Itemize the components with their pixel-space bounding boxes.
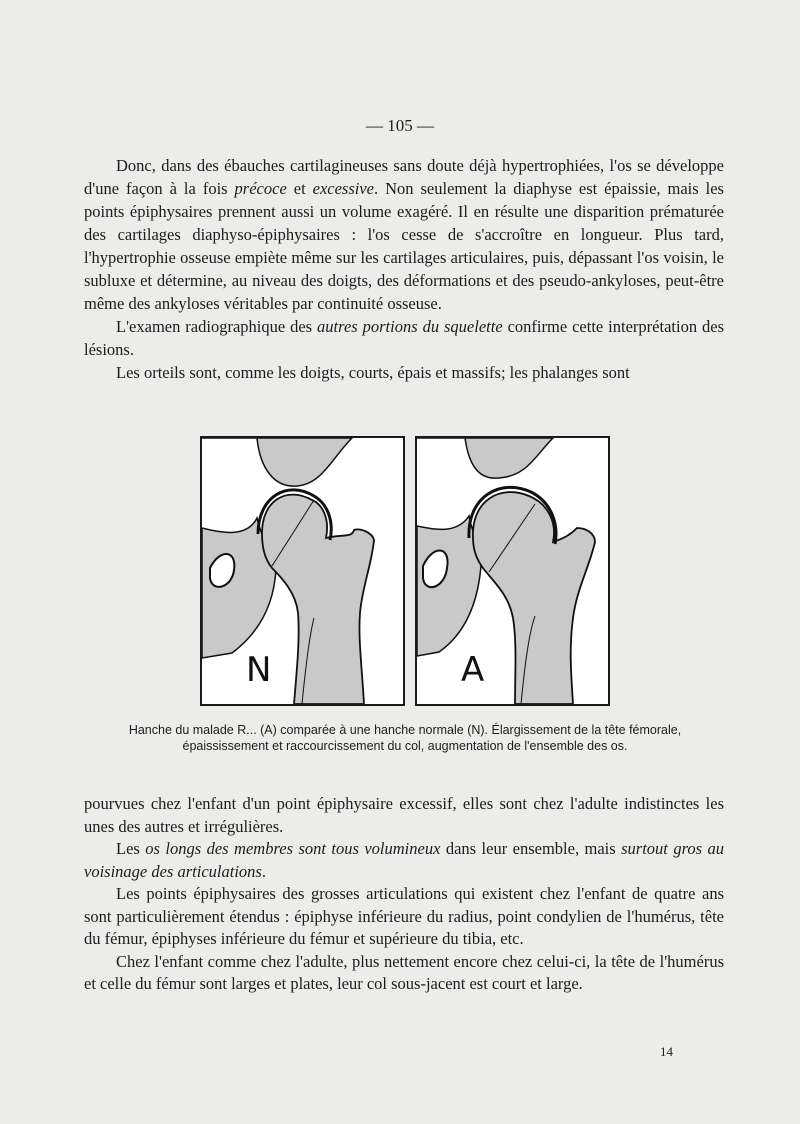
body-text: Les	[116, 839, 146, 858]
paragraph	[84, 883, 724, 951]
femur-shape	[473, 492, 595, 704]
emphasis-text: os longs des membres sont tous volumineux	[145, 839, 441, 858]
femur-shape	[262, 495, 374, 704]
paragraph	[84, 361, 724, 384]
caption-line-1: Hanche du malade R... (A) comparée à une hanche normale (N). Élargissement de la tête fémorale,	[128, 723, 682, 737]
body-text: Chez l'enfant comme chez l'adulte, plus nettement encore chez celui-ci, la tête de l'humérus et celle du fémur sont larges et plates, leur col sous-jacent est court et large.	[84, 951, 724, 993]
emphasis-text: autres portions du squelette	[317, 317, 503, 336]
body-text: pourvues chez l'enfant d'un point épiphysaire excessif, elles sont chez l'adulte indistinctes les unes des autres et irrégulières.	[84, 794, 724, 836]
figure-caption	[88, 722, 722, 754]
paragraph	[84, 315, 724, 361]
paragraph	[84, 951, 724, 996]
pelvis-upper-shape	[202, 438, 352, 486]
emphasis-text: excessive	[312, 179, 374, 198]
body-text: Donc, dans des ébauches cartilagineuses sans doute déjà hypertrophiées, l'os se développe d'une façon à la fois	[84, 156, 724, 198]
body-text: . Non seulement la diaphyse est épaissie, mais les points épiphysaires prennent aussi un volume exagéré. Il en résulte une disparition prématurée des cartilages diaphyso-épiphysaires : l'os cesse de s'accroître en longueur. Plus tard, l'hypertrophie osseuse empiète même sur les cartilages articulaires, puis, dépassant l'os voisin, le subluxe et détermine, au niveau des doigts, des déformations et des pseudo-ankyloses, peut-être même des ankyloses véritables par continuité osseuse.	[84, 179, 724, 313]
emphasis-text: précoce	[234, 179, 287, 198]
normal-hip-drawing	[202, 438, 403, 704]
page-number: — 105 —	[366, 116, 434, 135]
panel-label-a: A	[461, 650, 485, 690]
affected-hip-drawing	[417, 438, 608, 704]
body-text: .	[261, 861, 266, 881]
emphasis-text: surtout gros au voisinage des articulations	[84, 839, 725, 881]
sheet-number: 14	[660, 1044, 673, 1059]
affected-hip-panel	[415, 436, 610, 706]
top-text-block	[84, 154, 724, 384]
paragraph	[84, 838, 724, 883]
body-text: dans leur ensemble, mais	[440, 839, 622, 858]
paragraph	[84, 793, 724, 838]
pelvis-upper-shape	[417, 438, 553, 478]
normal-hip-panel	[200, 436, 405, 706]
panel-label-n: N	[246, 650, 272, 690]
body-text: confirme cette interprétation des lésions.	[84, 317, 724, 359]
paragraph	[84, 154, 724, 315]
body-text: et	[286, 179, 313, 198]
body-text: Les points épiphysaires des grosses articulations qui existent chez l'enfant de quatre ans sont particulièrement étendus : épiphyse inférieure du radius, point condylien de l'humérus, tête du fémur, épiphyses inférieure du fémur et supérieure du tibia, etc.	[84, 884, 724, 948]
bottom-text-block	[84, 793, 724, 996]
body-text: L'examen radiographique des	[116, 317, 318, 336]
caption-line-2: épaississement et raccourcissement du col, augmentation de l'ensemble des os.	[182, 739, 628, 753]
body-text: Les orteils sont, comme les doigts, courts, épais et massifs; les phalanges sont	[116, 363, 630, 382]
hip-figure	[200, 436, 610, 706]
